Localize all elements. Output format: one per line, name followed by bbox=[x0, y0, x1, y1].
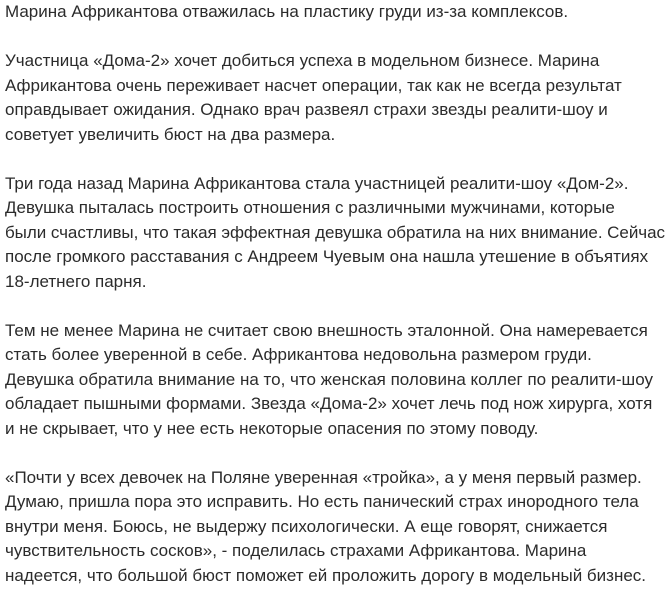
article-line: стать более уверенной в себе. Африкантова недовольна размером груди. bbox=[5, 345, 592, 364]
article-line: Африкантова очень переживает насчет операции, так как не всегда результат bbox=[5, 75, 622, 95]
article-line: обладает пышными формами. Звезда «Дома-2» хочет лечь под нож хирурга, хотя bbox=[5, 394, 653, 413]
article-line: Девушка обратила внимание на то, что женская половина коллег по реалити-шоу bbox=[5, 369, 653, 389]
article-line: Девушка пыталась построить отношения с различными мужчинами, которые bbox=[5, 198, 615, 217]
article-line: после громкого расставания с Андреем Чуевым она нашла утешение в объятиях bbox=[5, 247, 649, 266]
article-line: Три года назад Марина Африкантова стала участницей реалити-шоу «Дом-2». bbox=[5, 173, 629, 193]
article-line: надеется, что большой бюст поможет ей проложить дорогу в модельный бизнес. bbox=[5, 565, 647, 585]
article-line: чувствительность сосков», - поделилась страхами Африкантова. Марина bbox=[5, 541, 587, 560]
article-line: Тем не менее Марина не считает свою внешность эталонной. Она намеревается bbox=[5, 320, 648, 340]
article-body bbox=[5, 0, 668, 613]
article-paragraph-2 bbox=[5, 49, 668, 147]
article-line: «Почти у всех девочек на Поляне уверенная «тройка», а у меня первый размер. bbox=[5, 467, 642, 487]
article-line: 18-летнего парня. bbox=[5, 271, 147, 291]
article-paragraph-1 bbox=[5, 0, 668, 25]
article-line: Участница «Дома-2» хочет добиться успеха в модельном бизнесе. Марина bbox=[5, 51, 600, 70]
article-line: оправдывает ожидания. Однако врач развеял страхи звезды реалити-шоу и bbox=[5, 100, 608, 119]
article-line: и не скрывает, что у нее есть некоторые опасения по этому поводу. bbox=[5, 418, 539, 438]
article-line: внутри меня. Боюсь, не выдержу психологически. А еще говорят, снижается bbox=[5, 516, 608, 536]
article-paragraph-3 bbox=[5, 172, 668, 295]
article-line: Думаю, пришла пора это исправить. Но есть панический страх инородного тела bbox=[5, 492, 639, 511]
article-line: советует увеличить бюст на два размера. bbox=[5, 124, 336, 144]
article-line: Марина Африкантова отважилась на пластику груди из-за комплексов. bbox=[5, 2, 569, 21]
article-paragraph-5 bbox=[5, 466, 668, 589]
article-line: были счастливы, что такая эффектная девушка обратила на них внимание. Сейчас bbox=[5, 222, 665, 242]
article-paragraph-4 bbox=[5, 319, 668, 442]
